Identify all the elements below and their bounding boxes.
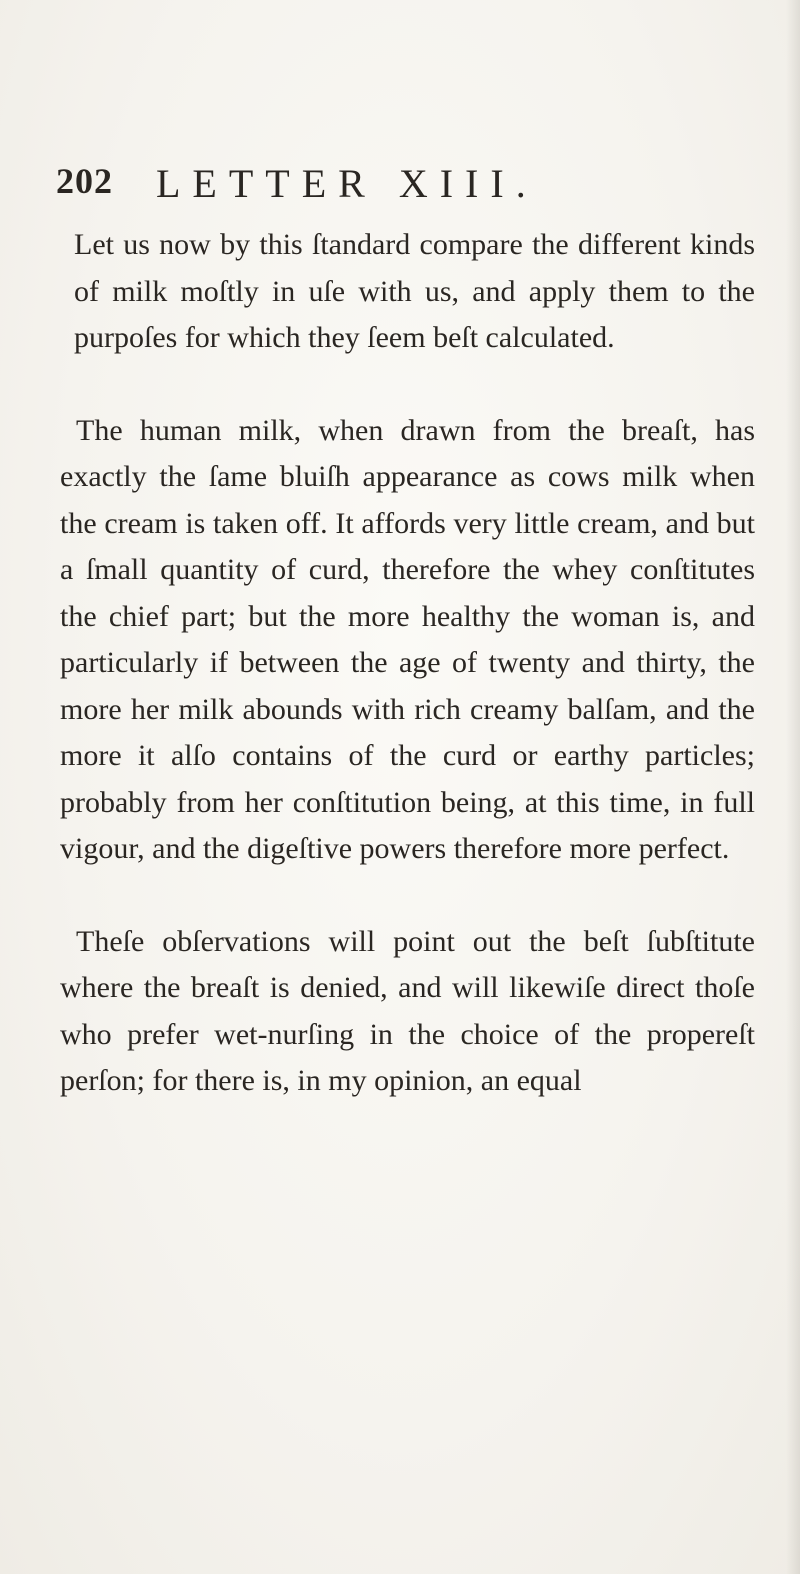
page-number: 202 — [56, 161, 113, 201]
body-text — [60, 222, 755, 1105]
page-edge-shadow — [786, 0, 800, 1574]
running-title: LETTER XIII. — [156, 161, 538, 206]
paragraph-1: Let us now by this ſtandard compare the different kinds of milk moſtly in uſe with us, and apply them to the purpoſes for which they ſeem beſt calculated. — [74, 228, 755, 354]
paragraph-2: The human milk, when drawn from the breaſt, has exactly the ſame bluiſh appearance as cows milk when the cream is taken off. It affords very little cream, and but a ſmall quantity of curd, therefore the whey conſtitutes the chief part; but the more healthy the woman is, and particularly if between the age of twenty and thirty, the more her milk abounds with rich creamy balſam, and the more it alſo contains of the curd or earthy particles; probably from her conſtitution being, at this time, in full vigour, and the digeſtive powers therefore more perfect. — [60, 413, 755, 865]
running-head — [56, 160, 756, 210]
paragraph-3: Theſe obſervations will point out the beſt ſubſtitute where the breaſt is denied, and will likewiſe direct thoſe who prefer wet-nurſing in the choice of the propereſt perſon; for there is, in my opinion, an equal — [60, 924, 755, 1097]
